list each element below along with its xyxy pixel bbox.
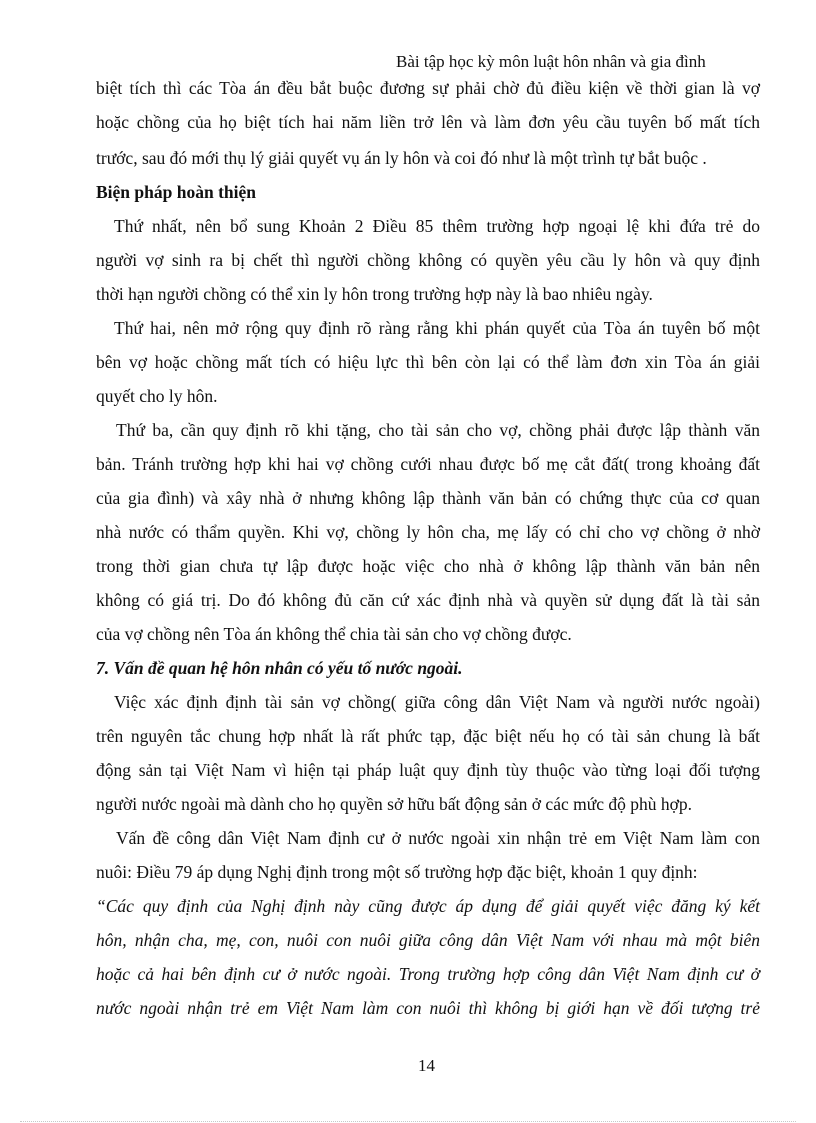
section-heading: Biện pháp hoàn thiện: [96, 182, 256, 202]
text-line: thời hạn người chồng có thể xin ly hôn trong trường hợp này là bao nhiêu ngày.: [96, 284, 653, 304]
text-line: quyết cho ly hôn.: [96, 386, 218, 406]
text-line: Vấn đề công dân Việt Nam định cư ở nước ngoài xin nhận trẻ em Việt Nam làm con: [116, 828, 760, 848]
text-line: người vợ sinh ra bị chết thì người chồng không có quyền yêu cầu ly hôn và quy định: [96, 250, 760, 270]
text-line: không có giá trị. Do đó không đủ căn cứ xác định nhà và quyền sử dụng đất là tài sản: [96, 590, 760, 610]
running-header: Bài tập học kỳ môn luật hôn nhân và gia đình: [396, 52, 706, 71]
text-line: Thứ ba, cần quy định rõ khi tặng, cho tài sản cho vợ, chồng phải được lập thành văn: [116, 420, 760, 440]
text-line: người nước ngoài mà dành cho họ quyền sở hữu bất động sản ở các mức độ phù hợp.: [96, 794, 692, 814]
quote-line: hoặc cả hai bên định cư ở nước ngoài. Trong trường hợp công dân Việt Nam định cư ở: [96, 964, 760, 984]
text-line: trên nguyên tắc chung hợp nhất là rất phức tạp, đặc biệt nếu họ có tài sản chung là bất: [96, 726, 760, 746]
quote-line: nước ngoài nhận trẻ em Việt Nam làm con nuôi thì không bị giới hạn về đối tượng trẻ: [96, 998, 760, 1018]
section-heading: 7. Vấn đề quan hệ hôn nhân có yếu tố nước ngoài.: [96, 658, 463, 678]
text-line: động sản tại Việt Nam vì hiện tại pháp luật quy định tùy thuộc vào từng loại đối tượng: [96, 760, 760, 780]
text-line: trước, sau đó mới thụ lý giải quyết vụ án ly hôn và coi đó như là một trình tự bắt buộc .: [96, 148, 707, 168]
text-line: Thứ nhất, nên bổ sung Khoản 2 Điều 85 thêm trường hợp ngoại lệ khi đứa trẻ do: [114, 216, 760, 236]
text-line: nuôi: Điều 79 áp dụng Nghị định trong một số trường hợp đặc biệt, khoản 1 quy định:: [96, 862, 698, 882]
text-line: của gia đình) và xây nhà ở nhưng không lập thành văn bản có chứng thực của cơ quan: [96, 488, 760, 508]
page-bottom-divider: [20, 1121, 796, 1122]
text-line: Việc xác định định tài sản vợ chồng( giữa công dân Việt Nam và người nước ngoài): [114, 692, 760, 712]
text-line: bản. Tránh trường hợp khi hai vợ chồng cưới nhau được bố mẹ cắt đất( trong khoảng đất: [96, 454, 760, 474]
text-line: Thứ hai, nên mở rộng quy định rõ ràng rằng khi phán quyết của Tòa án tuyên bố một: [114, 318, 760, 338]
quote-line: “Các quy định của Nghị định này cũng được áp dụng để giải quyết việc đăng ký kết: [96, 896, 760, 916]
page-number: 14: [418, 1056, 435, 1075]
text-line: nhà nước có thẩm quyền. Khi vợ, chồng ly hôn cha, mẹ lấy có chỉ cho vợ chồng ở nhờ: [96, 522, 760, 542]
text-line: hoặc chồng của họ biệt tích hai năm liền trở lên và làm đơn yêu cầu tuyên bố mất tích: [96, 112, 760, 132]
text-line: trong thời gian chưa tự lập được hoặc việc cho nhà ở không lập thành văn bản nên: [96, 556, 760, 576]
text-line: biệt tích thì các Tòa án đều bắt buộc đương sự phải chờ đủ điều kiện về thời gian là vợ: [96, 78, 760, 98]
text-line: của vợ chồng nên Tòa án không thể chia tài sản cho vợ chồng được.: [96, 624, 572, 644]
text-line: bên vợ hoặc chồng mất tích có hiệu lực thì bên còn lại có thể làm đơn xin Tòa án giải: [96, 352, 760, 372]
quote-line: hôn, nhận cha, mẹ, con, nuôi con nuôi giữa công dân Việt Nam với nhau mà một biên: [96, 930, 760, 950]
